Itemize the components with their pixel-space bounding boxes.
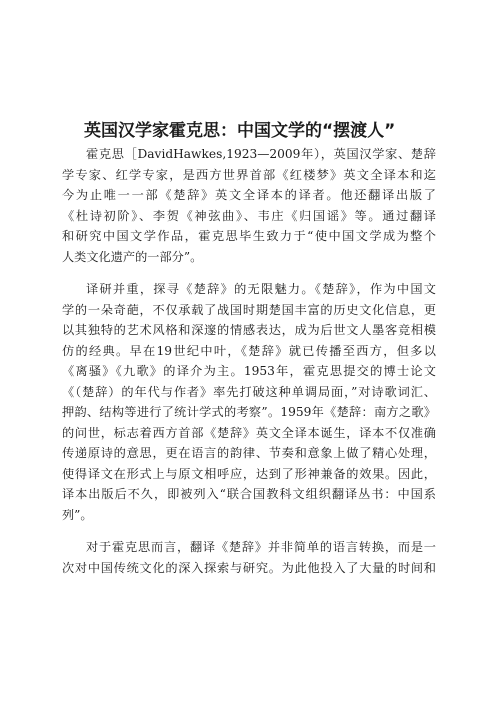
text-line: 学专家、红学专家，是西方世界首部《红楼梦》英文全译本和迄	[62, 167, 436, 182]
text-line: 仿的经典。早在19世纪中叶，《楚辞》就已传播至西方，但多以	[62, 343, 436, 358]
text-line: 对于霍克思而言，翻译《楚辞》并非简单的语言转换，而是一	[86, 540, 436, 554]
text-line: 使得译文在形式上与原文相呼应，达到了形神兼备的效果。因此，	[62, 466, 436, 481]
text-line: 以其独特的艺术风格和深邃的情感表达，成为后世文人墨客竞相模	[62, 323, 436, 337]
article-title: 英国汉学家霍克思：中国文学的“摆渡人”	[84, 121, 396, 141]
text-line: 《杜诗初阶》、李贺《神弦曲》、韦庄《归国谣》等。通过翻译	[62, 208, 436, 223]
text-line: 和研究中国文学作品，霍克思毕生致力于“使中国文学成为整个	[62, 229, 436, 243]
text-line: 学的一朵奇葩，不仅承载了战国时期楚国丰富的历史文化信息，更	[62, 302, 436, 317]
text-line: 今为止唯一一部《楚辞》英文全译本的译者。他还翻译出版了	[62, 188, 436, 202]
paragraph-3	[62, 537, 436, 578]
text-line: 传递原诗的意思，更在语言的韵律、节奏和意象上做了精心处理，	[62, 446, 436, 460]
text-line: 人类文化遗产的一部分”。	[62, 249, 203, 264]
text-line: 霍克思［DavidHawkes,1923—2009年），英国汉学家、楚辞	[86, 147, 436, 161]
text-line: 次对中国传统文化的深入探索与研究。为此他投入了大量的时间和	[62, 560, 436, 575]
text-line: 译本出版后不久，即被列入“联合国教科文组织翻译丛书：中国系	[62, 487, 436, 501]
text-line: 押韵、结构等进行了统计学式的考察”。1959年《楚辞：南方之歌》	[62, 405, 436, 419]
text-line: 的问世，标志着西方首部《楚辞》英文全译本诞生，译本不仅准确	[62, 425, 436, 440]
article-body	[62, 144, 436, 590]
paragraph-1	[62, 144, 436, 267]
paragraph-2	[62, 279, 436, 525]
text-line: 列”。	[62, 507, 93, 522]
text-line: 《离骚》《九歌》的译介为主。1953年，霍克思提交的博士论文	[62, 364, 436, 378]
text-line: 译研并重，探寻《楚辞》的无限魅力。《楚辞》，作为中国文	[86, 282, 436, 296]
text-line: 《（楚辞）的年代与作者》率先打破这种单调局面，”对诗歌词汇、	[62, 384, 436, 399]
